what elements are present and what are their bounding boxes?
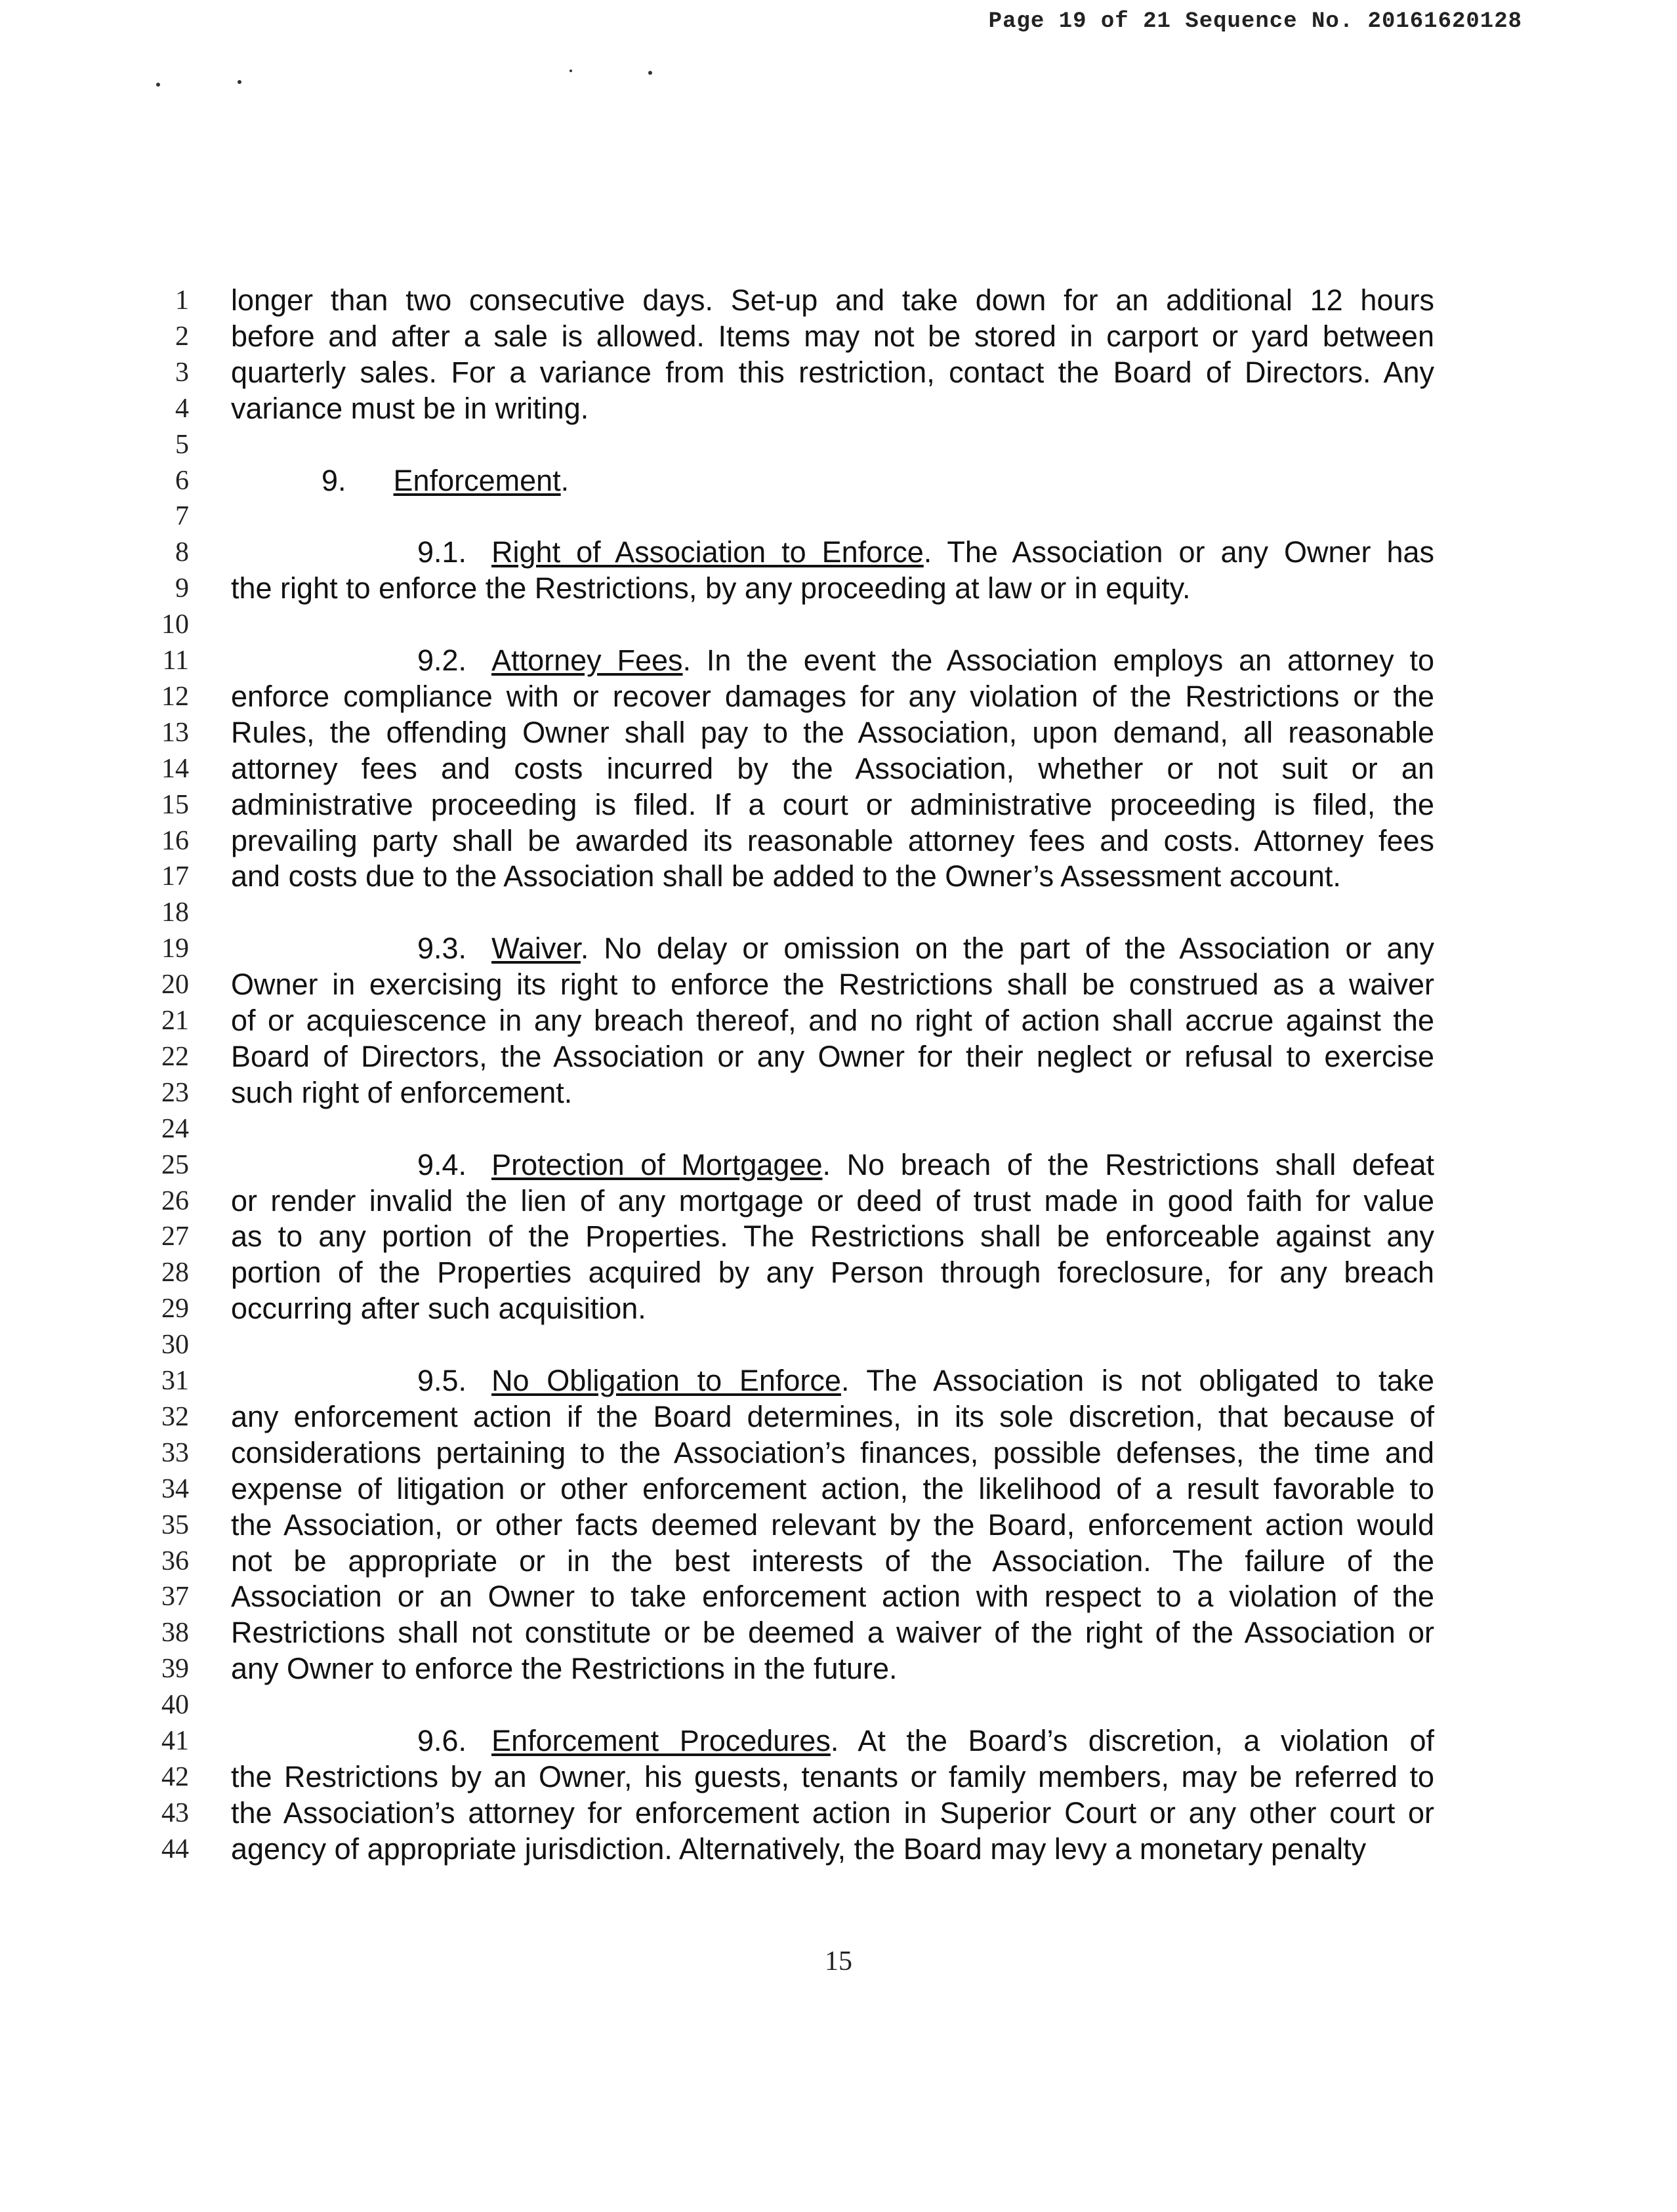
body-text: longer than two consecutive days. Set-up and take down for an additional 12 hours [231,283,1434,317]
line-number: 42 [161,1762,189,1792]
body-text: agency of appropriate jurisdiction. Alternatively, the Board may levy a monetary penalty [231,1832,1367,1866]
line-number: 25 [161,1150,189,1180]
section-title: No Obligation to Enforce [491,1364,841,1397]
body-text: such right of enforcement. [231,1076,573,1109]
line-number: 16 [161,826,189,856]
section-number: 9.3. [417,932,467,965]
scan-speck [648,71,652,75]
line-number: 1 [175,285,189,316]
body-text: any enforcement action if the Board determines, in its sole discretion, that because of [231,1400,1434,1433]
line-number: 13 [161,718,189,748]
section-heading-line [321,462,569,499]
document-line [0,1147,1677,1183]
body-text: the Association’s attorney for enforcement action in Superior Court or any other court or [231,1796,1434,1830]
line-number: 17 [161,861,189,891]
document-line [0,894,1677,931]
line-number: 33 [161,1438,189,1468]
line-number: 28 [161,1258,189,1288]
document-line [0,462,1677,499]
document-line [0,787,1677,823]
line-number: 43 [161,1798,189,1828]
body-text: as to any portion of the Properties. The Restrictions shall be enforceable against any [231,1219,1434,1253]
document-line [0,1543,1677,1580]
section-title: Right of Association to Enforce [491,535,924,569]
document-line [0,1290,1677,1327]
document-line [0,1075,1677,1111]
line-number: 12 [161,682,189,712]
body-text: Owner in exercising its right to enforce the Restrictions shall be construed as a waiver [231,968,1434,1001]
body-text: attorney fees and costs incurred by the Association, whether or not suit or an [231,752,1434,785]
line-number: 38 [161,1618,189,1648]
body-text: any Owner to enforce the Restrictions in the future. [231,1652,898,1685]
section-title: Attorney Fees [491,644,683,677]
document-line [0,354,1677,391]
line-number: 3 [175,358,189,388]
line-number: 41 [161,1726,189,1756]
body-text: or render invalid the lien of any mortgage or deed of trust made in good faith for value [231,1184,1434,1218]
line-number: 14 [161,754,189,784]
scan-speck [156,83,160,87]
body-text: Rules, the offending Owner shall pay to the Association, upon demand, all reasonable [231,716,1434,749]
line-number: 5 [175,430,189,460]
document-line [0,1831,1677,1868]
body-text: not be appropriate or in the best interests of the Association. The failure of the [231,1544,1434,1578]
document-line [0,390,1677,427]
line-number: 34 [161,1474,189,1504]
document-line [0,1471,1677,1507]
body-text: before and after a sale is allowed. Items may not be stored in carport or yard between [231,319,1434,353]
document-line [0,426,1677,463]
line-number: 36 [161,1546,189,1576]
document-line [0,1723,1677,1759]
line-number: 24 [161,1114,189,1144]
subsection-heading-line [417,1723,1434,1759]
section-number: 9.2. [417,644,467,677]
section-lead-text: . In the event the Association employs an attorney to [682,644,1434,677]
body-text: Board of Directors, the Association or any Owner for their neglect or refusal to exercise [231,1040,1434,1073]
document-line [0,1218,1677,1255]
line-number: 26 [161,1186,189,1216]
body-text: considerations pertaining to the Association’s finances, possible defenses, the time and [231,1436,1434,1469]
subsection-heading-line [417,1362,1434,1399]
line-number: 19 [161,933,189,964]
line-number: 37 [161,1582,189,1612]
section-lead-text: . [560,464,569,497]
document-line [0,1650,1677,1687]
section-number: 9.1. [417,535,467,569]
section-lead-text: . No delay or omission on the part of the Association or any [580,932,1434,965]
section-lead-text: . The Association or any Owner has [923,535,1435,569]
body-text: prevailing party shall be awarded its reasonable attorney fees and costs. Attorney fees [231,824,1434,857]
line-number: 29 [161,1294,189,1324]
document-line [0,1578,1677,1615]
document-line [0,1795,1677,1832]
document-line [0,858,1677,895]
line-number: 31 [161,1366,189,1396]
body-text: quarterly sales. For a variance from this restriction, contact the Board of Directors. Any [231,356,1434,389]
document-line [0,1326,1677,1363]
document-line [0,606,1677,643]
document-line [0,318,1677,355]
line-number: 2 [175,321,189,352]
body-text: enforce compliance with or recover damages for any violation of the Restrictions or the [231,680,1434,713]
line-number: 39 [161,1654,189,1684]
section-lead-text: . The Association is not obligated to take [840,1364,1434,1397]
section-title: Waiver [491,932,581,965]
line-number: 10 [161,609,189,640]
section-number: 9.4. [417,1148,467,1181]
body-text: variance must be in writing. [231,392,589,425]
line-number: 6 [175,466,189,496]
body-text: the Restrictions by an Owner, his guests, tenants or family members, may be referred to [231,1760,1434,1793]
page-number: 15 [825,1946,852,1976]
section-number: 9. [321,464,346,497]
line-number: 35 [161,1510,189,1540]
document-line [0,1507,1677,1544]
body-text: expense of litigation or other enforcement action, the likelihood of a result favorable to [231,1472,1434,1505]
line-number: 21 [161,1006,189,1036]
subsection-heading-line [417,642,1434,679]
line-number: 11 [162,645,189,676]
document-line [0,930,1677,967]
subsection-heading-line [417,930,1434,967]
section-title: Enforcement [393,464,561,497]
document-line [0,1183,1677,1219]
body-text: administrative proceeding is filed. If a court or administrative proceeding is filed, the [231,788,1434,821]
section-lead-text: . At the Board’s discretion, a violation of [830,1724,1434,1757]
body-text: and costs due to the Association shall be added to the Owner’s Assessment account. [231,859,1341,893]
line-number: 30 [161,1330,189,1360]
line-number: 23 [161,1078,189,1108]
body-text: portion of the Properties acquired by any Person through foreclosure, for any breach [231,1256,1434,1289]
body-text: the Association, or other facts deemed relevant by the Board, enforcement action would [231,1508,1434,1542]
section-lead-text: . No breach of the Restrictions shall defeat [822,1148,1434,1181]
document-line [0,1435,1677,1471]
section-title: Protection of Mortgagee [491,1148,823,1181]
document-line [0,750,1677,787]
page-sequence-header: Page 19 of 21 Sequence No. 20161620128 [988,9,1522,34]
document-line [0,1038,1677,1075]
document-line [0,1759,1677,1795]
body-text: Association or an Owner to take enforcement action with respect to a violation of the [231,1580,1434,1613]
document-line [0,282,1677,319]
document-line [0,1002,1677,1039]
line-number: 18 [161,897,189,928]
document-line [0,534,1677,571]
line-number: 32 [161,1402,189,1432]
line-number: 15 [161,790,189,820]
document-line [0,642,1677,679]
section-number: 9.5. [417,1364,467,1397]
document-line [0,966,1677,1003]
body-text: Restrictions shall not constitute or be deemed a waiver of the right of the Association or [231,1616,1434,1649]
body-text: the right to enforce the Restrictions, by any proceeding at law or in equity. [231,571,1191,605]
document-line [0,498,1677,535]
document-line [0,1687,1677,1723]
scan-speck [569,70,572,72]
section-number: 9.6. [417,1724,467,1757]
line-number: 20 [161,970,189,1000]
document-line [0,678,1677,715]
line-number: 27 [161,1221,189,1252]
document-line [0,714,1677,751]
document-line [0,1614,1677,1651]
document-line [0,1111,1677,1147]
line-number: 4 [175,394,189,424]
scan-speck [238,80,241,84]
line-number: 44 [161,1834,189,1864]
document-line [0,1399,1677,1435]
line-number: 22 [161,1042,189,1072]
line-number: 7 [175,501,189,531]
subsection-heading-line [417,534,1434,571]
document-line [0,823,1677,859]
document-line [0,570,1677,607]
line-number: 40 [161,1690,189,1720]
line-number: 9 [175,573,189,604]
document-line [0,1362,1677,1399]
body-text: occurring after such acquisition. [231,1292,646,1325]
section-title: Enforcement Procedures [491,1724,831,1757]
document-line [0,1254,1677,1291]
subsection-heading-line [417,1147,1434,1183]
body-text: of or acquiescence in any breach thereof, and no right of action shall accrue against the [231,1004,1434,1037]
line-number: 8 [175,537,189,567]
